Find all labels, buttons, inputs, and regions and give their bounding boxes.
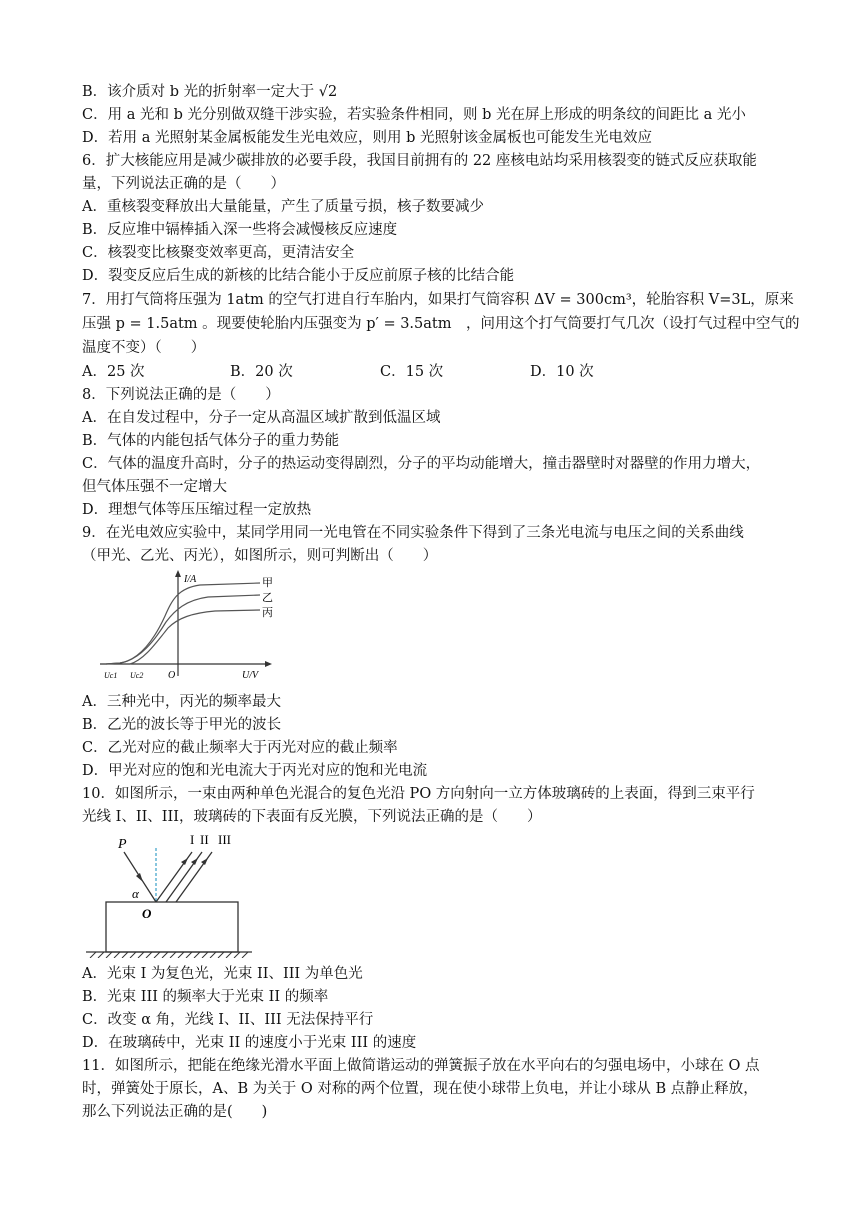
glass-brick-figure — [84, 828, 254, 958]
q8-option-c-line1: C．气体的温度升高时，分子的热运动变得剧烈，分子的平均动能增大，撞击器壁时对器壁的作用力增大， — [82, 456, 761, 472]
q9-stem-line1: 9．在光电效应实验中，某同学用同一光电管在不同实验条件下得到了三条光电流与电压之间的关系曲线 — [82, 525, 744, 541]
q7-option-c: C．15 次 — [380, 364, 444, 380]
curve-jia — [106, 583, 260, 664]
beam-ii-arrow — [191, 858, 198, 865]
label-alpha: α — [132, 886, 139, 901]
u-axis-arrow — [265, 661, 272, 667]
q10-option-a: A．光束 I 为复色光，光束 II、III 为单色光 — [82, 966, 363, 982]
q6-stem-line2: 量，下列说法正确的是（ ） — [82, 176, 285, 192]
q11-stem-line3: 那么下列说法正确的是( ) — [82, 1104, 268, 1120]
q7-option-a: A．25 次 — [82, 364, 145, 380]
q10-option-c: C．改变 α 角，光线 I、II、III 无法保持平行 — [82, 1012, 374, 1028]
photoelectric-iu-graph — [100, 568, 280, 686]
incident-ray-arrow — [136, 873, 143, 882]
q6-option-d: D．裂变反应后生成的新核的比结合能小于反应前原子核的比结合能 — [82, 268, 515, 284]
q8-stem: 8．下列说法正确的是（ ） — [82, 387, 280, 403]
q8-option-d: D．理想气体等压压缩过程一定放热 — [82, 502, 312, 518]
curve-yi — [106, 595, 260, 664]
q7-option-b: B．20 次 — [230, 364, 293, 380]
glass-brick — [106, 902, 238, 952]
q7-options — [82, 362, 594, 382]
curve-label-yi: 乙 — [262, 592, 273, 604]
label-p: P — [118, 837, 127, 852]
u-axis-label: U/V — [242, 670, 259, 681]
i-axis-label: I/A — [184, 574, 197, 585]
q7-stem-line1: 7．用打气筒将压强为 1atm 的空气打进自行车胎内，如果打气筒容积 ΔV = 300cm³，轮胎容积 V=3L，原来 — [82, 292, 794, 308]
label-o: O — [142, 906, 152, 921]
beam-i-arrow — [181, 858, 188, 865]
q5-option-b: B．该介质对 b 光的折射率一定大于 √2 — [82, 84, 338, 100]
uc2-label: Uc2 — [130, 671, 144, 680]
q9-option-c: C．乙光对应的截止频率大于丙光对应的截止频率 — [82, 740, 398, 756]
q8-option-b: B．气体的内能包括气体分子的重力势能 — [82, 433, 340, 449]
curve-label-bing: 丙 — [262, 607, 273, 619]
q9-option-a: A．三种光中，丙光的频率最大 — [82, 694, 281, 710]
q8-option-a: A．在自发过程中，分子一定从高温区域扩散到低温区域 — [82, 410, 441, 426]
q10-stem-line1: 10．如图所示，一束由两种单色光混合的复色光沿 PO 方向射向一立方体玻璃砖的上表面，得到三束平行 — [82, 786, 755, 802]
i-axis-arrow — [175, 570, 181, 577]
q11-stem-line1: 11．如图所示，把能在绝缘光滑水平面上做简谐运动的弹簧振子放在水平向右的匀强电场中，小球在 O 点 — [82, 1058, 760, 1074]
q5-option-d: D．若用 a 光照射某金属板能发生光电效应，则用 b 光照射该金属板也可能发生光电效应 — [82, 130, 652, 146]
origin-label: O — [168, 670, 176, 681]
q7-stem-line3: 温度不变）（ ） — [82, 340, 206, 356]
q11-stem-line2: 时，弹簧处于原长，A、B 为关于 O 对称的两个位置，现在使小球带上负电，并让小球从 B 点静止释放， — [82, 1081, 758, 1097]
q6-option-c: C．核裂变比核聚变效率更高，更清洁安全 — [82, 245, 355, 261]
q9-option-b: B．乙光的波长等于甲光的波长 — [82, 717, 282, 733]
label-beam-i: I — [190, 832, 195, 847]
q5-option-c: C．用 a 光和 b 光分别做双缝干涉实验，若实验条件相同，则 b 光在屏上形成的明条纹的间距比 a 光小 — [82, 107, 746, 123]
q6-option-a: A．重核裂变释放出大量能量，产生了质量亏损，核子数要减少 — [82, 199, 484, 215]
q7-stem-line2: 压强 p = 1.5atm 。现要使轮胎内压强变为 p′ = 3.5atm ，问用这个打气筒要打气几次（设打气过程中空气的 — [82, 316, 800, 332]
ground-hatch — [90, 952, 248, 958]
uc1-label: Uc1 — [104, 671, 118, 680]
label-beam-ii: II — [200, 832, 209, 847]
q9-stem-line2: （甲光、乙光、丙光），如图所示，则可判断出（ ） — [82, 548, 438, 564]
q10-option-b: B．光束 III 的频率大于光束 II 的频率 — [82, 989, 329, 1005]
q10-option-d: D．在玻璃砖中，光束 II 的速度小于光束 III 的速度 — [82, 1035, 417, 1051]
q7-option-d: D．10 次 — [530, 364, 594, 380]
curve-label-jia: 甲 — [262, 577, 273, 589]
label-beam-iii: III — [218, 832, 231, 847]
curve-bing — [130, 610, 260, 664]
q9-option-d: D．甲光对应的饱和光电流大于丙光对应的饱和光电流 — [82, 763, 428, 779]
q6-stem-line1: 6．扩大核能应用是减少碳排放的必要手段，我国目前拥有的 22 座核电站均采用核裂变的链式反应获取能 — [82, 153, 757, 169]
q10-stem-line2: 光线 I、II、III，玻璃砖的下表面有反光膜，下列说法正确的是（ ） — [82, 809, 542, 825]
q8-option-c-line2: 但气体压强不一定增大 — [82, 479, 227, 495]
beam-iii-arrow — [201, 858, 208, 865]
q6-option-b: B．反应堆中镉棒插入深一些将会减慢核反应速度 — [82, 222, 398, 238]
